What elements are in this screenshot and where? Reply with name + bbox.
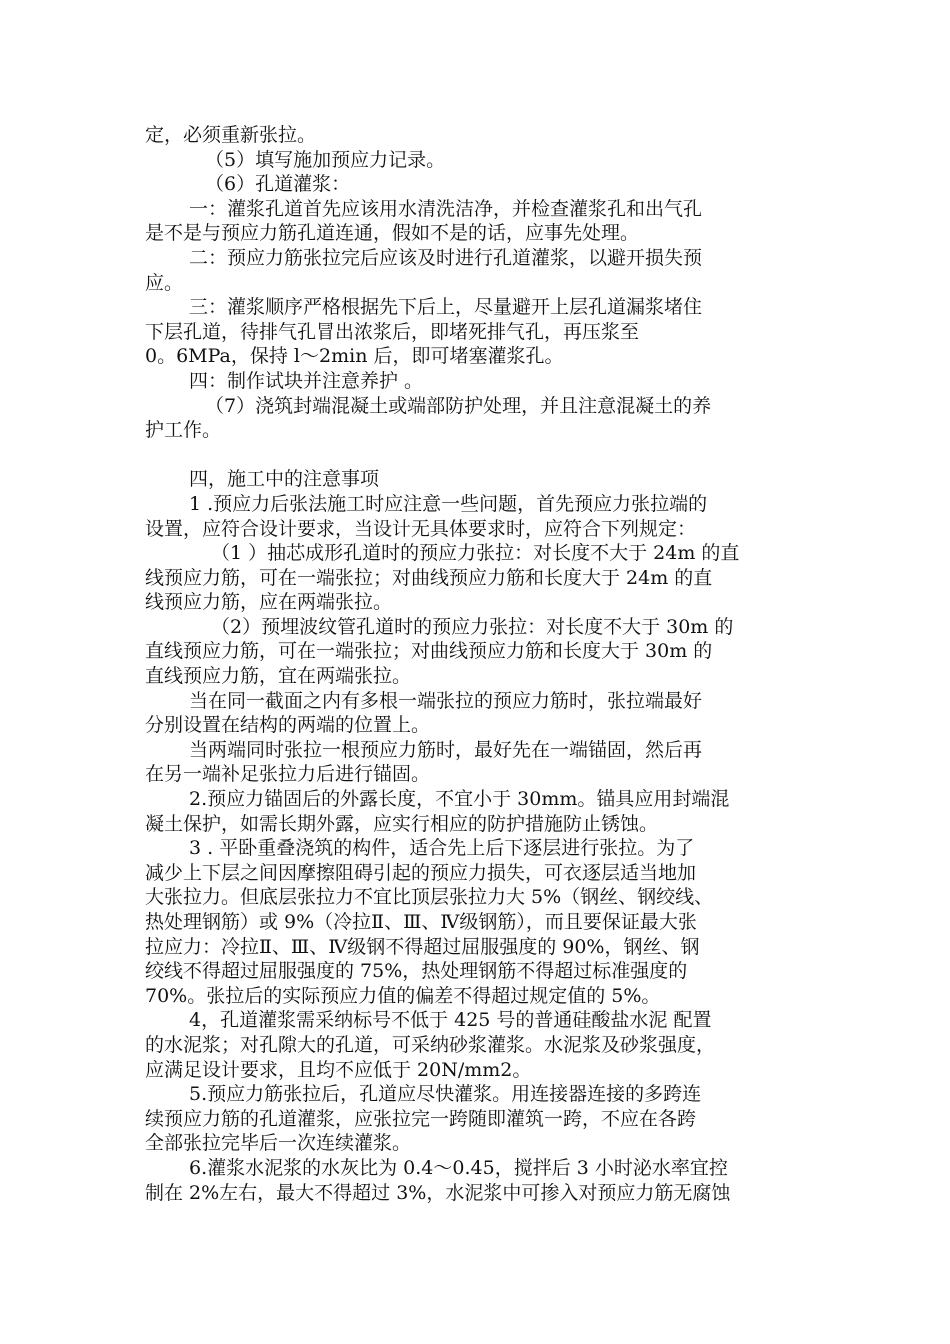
- text-line: 6.灌浆水泥浆的水灰比为 0.4～0.45，搅拌后 3 小时泌水率宜控: [189, 1156, 728, 1179]
- text-line: 拉应力：冷拉Ⅱ、Ⅲ、Ⅳ级钢不得超过屈服强度的 90%，钢丝、钢: [145, 935, 700, 958]
- text-line: 全部张拉完毕后一次连续灌浆。: [145, 1132, 412, 1155]
- text-line: 大张拉力。但底层张拉力不宜比顶层张拉力大 5%（钢丝、钢绞线、: [145, 886, 714, 909]
- text-line: 减少上下层之间因摩擦阻碍引起的预应力损失，可衣逐层适当地加: [145, 861, 697, 884]
- text-line: 三：灌浆顺序严格根据先下后上，尽量避开上层孔道漏浆堵住: [189, 296, 703, 319]
- text-line: 4，孔道灌浆需采纳标号不低于 425 号的普通硅酸盐水泥 配置: [189, 1009, 712, 1032]
- section-heading: 四，施工中的注意事项: [189, 468, 380, 491]
- text-line: （6）孔道灌浆：: [205, 173, 351, 196]
- text-line: （7）浇筑封端混凝土或端部防护处理，并且注意混凝土的养: [205, 394, 712, 417]
- text-line: （5）填写施加预应力记录。: [205, 148, 446, 171]
- text-line: 5.预应力筋张拉后，孔道应尽快灌浆。用连接器连接的多跨连: [189, 1083, 702, 1106]
- text-line: 二：预应力筋张拉完后应该及时进行孔道灌浆，以避开损失预: [189, 246, 703, 269]
- text-line: 直线预应力筋，可在一端张拉；对曲线预应力筋和长度大于 30m 的: [145, 640, 713, 663]
- text-line: 绞线不得超过屈服强度的 75%，热处理钢筋不得超过标准强度的: [145, 960, 688, 983]
- text-line: 是不是与预应力筋孔道连通，假如不是的话，应事先处理。: [145, 222, 640, 245]
- blank-line: [145, 443, 805, 468]
- text-line: 3 . 平卧重叠浇筑的构件，适合先上后下逐层进行张拉。为了: [189, 837, 695, 860]
- text-line: 热处理钢筋）或 9%（冷拉Ⅱ、Ⅲ、Ⅳ级钢筋），而且要保证最大张: [145, 911, 697, 933]
- text-line: 应。: [145, 271, 184, 294]
- text-line: 2.预应力锚固后的外露长度，不宜小于 30mm。锚具应用封端混: [189, 788, 730, 811]
- text-line: 四：制作试块并注意养护 。: [189, 369, 424, 392]
- text-line: 当在同一截面之内有多根一端张拉的预应力筋时，张拉端最好: [189, 689, 703, 712]
- text-line: 70%。张拉后的实际预应力值的偏差不得超过规定值的 5%。: [145, 984, 661, 1007]
- text-line: 在另一端补足张拉力后进行锚固。: [145, 763, 431, 786]
- text-line: （2）预埋波纹管孔道时的预应力张拉：对长度不大于 30m 的: [211, 615, 734, 638]
- text-line: 当两端同时张拉一根预应力筋时，最好先在一端锚固，然后再: [189, 738, 703, 761]
- text-line: 护工作。: [145, 419, 222, 442]
- text-line: 应满足设计要求，且均不应低于 20N/mm2。: [145, 1058, 532, 1081]
- text-line: 线预应力筋，可在一端张拉；对曲线预应力筋和长度大于 24m 的直: [145, 566, 713, 589]
- text-line: 续预应力筋的孔道灌浆，应张拉完一跨随即灌筑一跨，不应在各跨: [145, 1107, 697, 1130]
- text-line: 0。6MPa，保持 l～2min 后，即可堵塞灌浆孔。: [145, 345, 564, 368]
- text-line: 定，必须重新张拉。: [145, 124, 317, 146]
- text-line: 的水泥浆；对孔隙大的孔道，可采纳砂浆灌浆。水泥浆及砂浆强度，: [145, 1033, 716, 1056]
- text-line: 凝土保护，如需长期外露，应实行相应的防护措施防止锈蚀。: [145, 812, 659, 835]
- document-body: [145, 123, 805, 1205]
- text-line: 制在 2%左右，最大不得超过 3%，水泥浆中可掺入对预应力筋无腐蚀: [145, 1181, 731, 1204]
- text-line: 分别设置在结构的两端的位置上。: [145, 714, 431, 737]
- text-line: 1 .预应力后张法施工时应注意一些问题，首先预应力张拉端的: [189, 492, 708, 515]
- text-line: 直线预应力筋，宜在两端张拉。: [145, 665, 412, 688]
- text-line: 下层孔道，待排气孔冒出浓浆后，即堵死排气孔，再压浆至: [145, 320, 640, 343]
- text-line: 一：灌浆孔道首先应该用水清洗洁净，并检查灌浆孔和出气孔: [189, 197, 703, 220]
- text-line: 线预应力筋，应在两端张拉。: [145, 591, 393, 614]
- text-line: （1 ）抽芯成形孔道时的预应力张拉：对长度不大于 24m 的直: [211, 542, 740, 565]
- text-line: 设置，应符合设计要求，当设计无具体要求时，应符合下列规定：: [145, 517, 697, 540]
